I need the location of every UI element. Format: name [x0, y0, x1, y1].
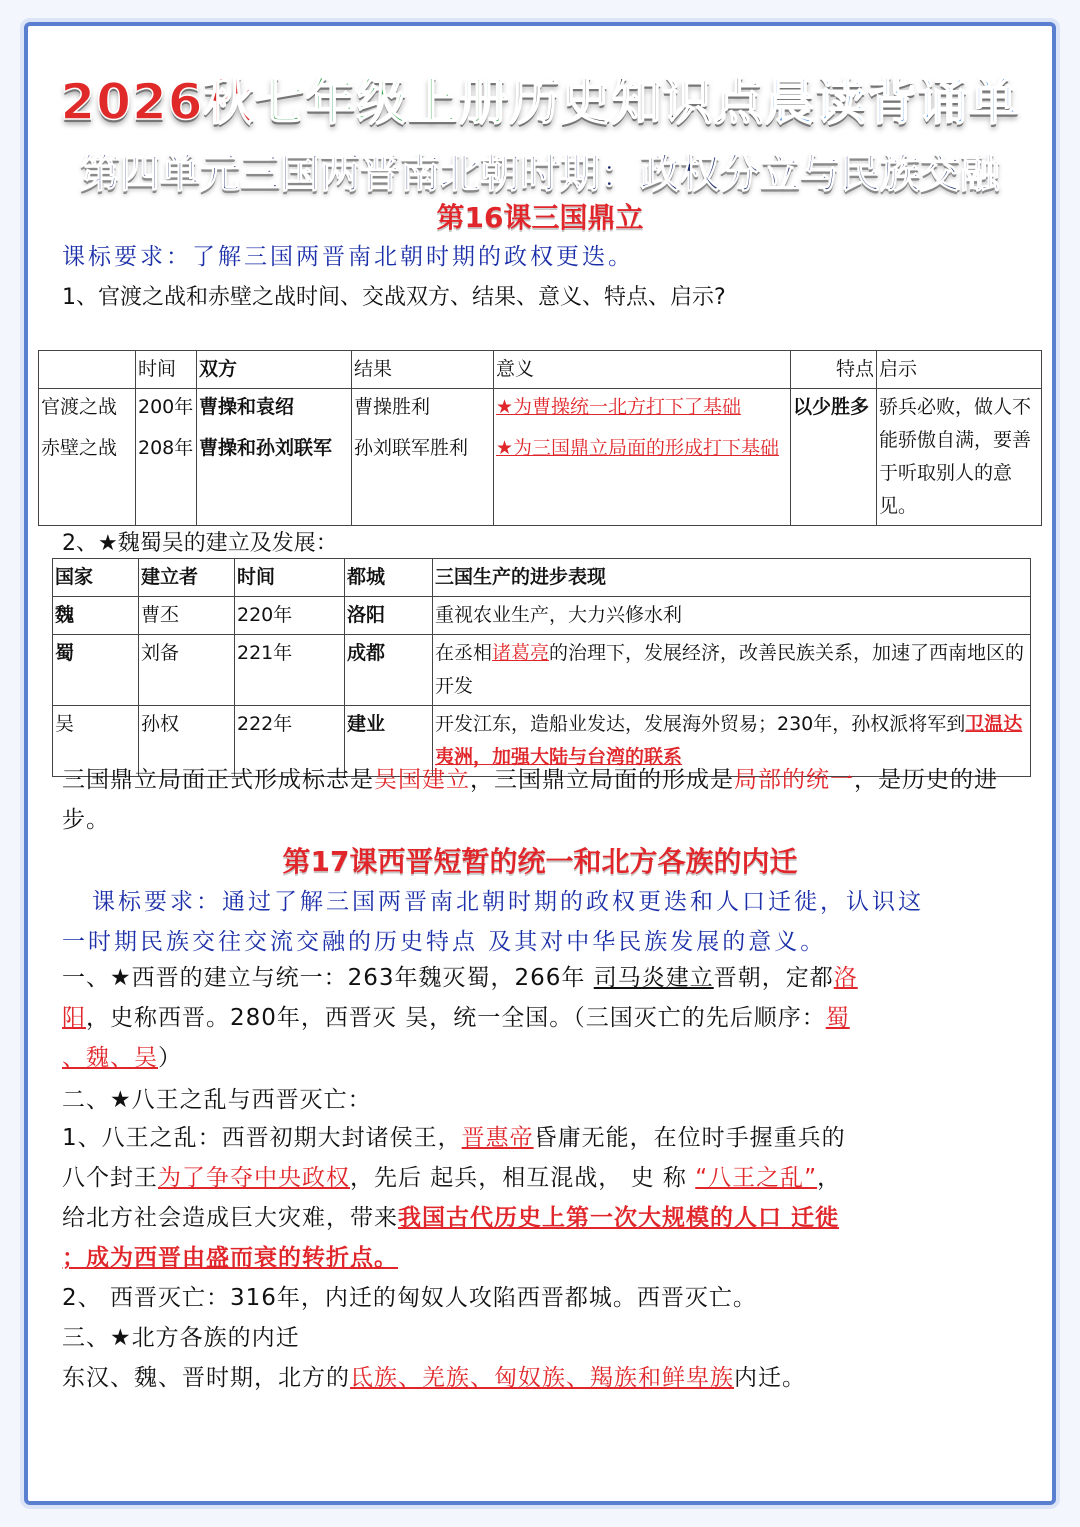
- section2-text: 昏庸无能，在位时手握重兵的: [533, 1125, 846, 1151]
- summary-highlight: 吴国建立: [374, 767, 470, 793]
- section1-highlight: 洛: [833, 965, 858, 991]
- section1-paragraph: [62, 958, 1027, 1078]
- table-row: [39, 389, 1042, 430]
- unit-title: 第四单元三国两晋南北朝时期：政权分立与民族交融: [80, 151, 1000, 197]
- section3-text: 内迁。: [734, 1365, 806, 1391]
- section1-text: ，史称西晋。280年，西晋灭 吴，统一全国。（三国灭亡的先后顺序：: [86, 1005, 826, 1031]
- battle-feature: 以少胜多: [791, 389, 877, 526]
- section2-highlight: 我国古代历史上第一次大规模的人口 迁徙: [398, 1205, 840, 1231]
- header-cell: 意义: [494, 351, 791, 389]
- battle-name: 赤壁之战: [39, 430, 136, 526]
- section3-text: 东汉、魏、晋时期，北方的: [62, 1365, 350, 1391]
- header-cell: 三国生产的进步表现: [433, 559, 1031, 597]
- section2-highlight: 晋惠帝: [461, 1125, 534, 1151]
- section2-text: ，: [817, 1165, 842, 1191]
- title-type: 晨读背诵单: [764, 73, 1020, 131]
- kingdom-capital: 成都: [345, 635, 433, 706]
- title-year: 2026秋: [60, 73, 255, 131]
- kingdom-capital: 洛阳: [345, 597, 433, 635]
- section1-underline: 司马炎建立: [593, 965, 714, 991]
- section2-highlight: 为了争夺中央政权: [158, 1165, 350, 1191]
- section2-text: 给北方社会造成巨大灾难，带来: [62, 1205, 398, 1231]
- kingdom-country: 吴: [53, 706, 139, 777]
- battle-lesson: 骄兵必败，做人不能骄傲自满，要善于听取别人的意见。: [877, 389, 1042, 526]
- kingdom-progress: [433, 635, 1031, 706]
- main-title: [0, 62, 1080, 134]
- battle-result: 孙刘联军胜利: [352, 430, 494, 526]
- progress-text: 在丞相: [435, 642, 493, 664]
- table-header-row: [53, 559, 1031, 597]
- battle-sides: 曹操和袁绍: [197, 389, 352, 430]
- summary-text: 三国鼎立局面正式形成标志是: [62, 767, 374, 793]
- battle-time: 200年: [136, 389, 197, 430]
- summary-text: ，三国鼎立局面的形成是: [470, 767, 734, 793]
- kingdom-founder: 刘备: [139, 635, 235, 706]
- header-cell: 双方: [197, 351, 352, 389]
- kingdom-time: 221年: [235, 635, 345, 706]
- summary-paragraph: [62, 760, 1022, 840]
- section2-text: 1、八王之乱：西晋初期大封诸侯王，: [62, 1125, 462, 1151]
- progress-text: 开发江东，造船业发达，发展海外贸易；230年，孙权派将军到: [435, 713, 966, 735]
- header-cell: 时间: [136, 351, 197, 389]
- header-cell: 国家: [53, 559, 139, 597]
- table-row: [53, 635, 1031, 706]
- section3-title: 三、★北方各族的内迁: [62, 1325, 300, 1351]
- header-cell: 时间: [235, 559, 345, 597]
- section2-text: 八个封王: [62, 1165, 158, 1191]
- section2-text: 2、 西晋灭亡：316年，内迁的匈奴人攻陷西晋都城。西晋灭亡。: [62, 1285, 757, 1311]
- section1-highlight: 阳: [62, 1005, 86, 1031]
- section3-highlight: 氐族、羌族、匈奴族、羯族和鲜卑族: [350, 1365, 734, 1391]
- kingdom-time: 222年: [235, 706, 345, 777]
- battle-result: 曹操胜利: [352, 389, 494, 430]
- progress-text: 的治理下，发展经济，改善民族关系，加速了西南地区的开发: [435, 642, 1025, 697]
- header-cell: 特点: [791, 351, 877, 389]
- question-2: 2、★魏蜀吴的建立及发展：: [62, 531, 338, 556]
- lesson17-requirement-line2: 一时期民族交往交流交融的历史特点 及其对中华民族发展的意义。: [62, 929, 827, 955]
- progress-highlight: 诸葛亮: [492, 642, 550, 664]
- header-cell: [39, 351, 136, 389]
- title-grade: 七年级上册: [254, 73, 510, 131]
- section2-highlight: ；成为西晋由盛而衰的转折点。: [62, 1245, 398, 1271]
- header-cell: 建立者: [139, 559, 235, 597]
- meaning-text: ★为曹操统一北方打下了基础: [496, 396, 742, 418]
- battle-name: 官渡之战: [39, 389, 136, 430]
- section2-title: 二、★八王之乱与西晋灭亡：: [62, 1087, 372, 1113]
- lesson17-requirement-line1: 课标要求：通过了解三国两晋南北朝时期的政权更迭和人口迁徙，认识这: [92, 889, 924, 915]
- section3-paragraph: [62, 1358, 1027, 1398]
- battle-meaning: [494, 430, 791, 526]
- question-1: 1、官渡之战和赤壁之战时间、交战双方、结果、意义、特点、启示?: [62, 285, 726, 310]
- section2-text: ，先后 起兵，相互混战， 史 称: [350, 1165, 696, 1191]
- section1-text: 晋朝，定都: [713, 965, 834, 991]
- summary-text: ，是历史的进步。: [62, 767, 998, 833]
- section1-text: ）: [158, 1045, 182, 1071]
- title-subject: 历史知识点: [509, 73, 765, 131]
- kingdom-founder: 曹丕: [139, 597, 235, 635]
- kingdom-progress: 重视农业生产，大力兴修水利: [433, 597, 1031, 635]
- header-cell: 都城: [345, 559, 433, 597]
- progress-highlight: 卫温达夷洲，加强大陆与台湾的联系: [435, 713, 1023, 768]
- kingdom-time: 220年: [235, 597, 345, 635]
- battle-sides: 曹操和孙刘联军: [197, 430, 352, 526]
- lesson16-title: 第16课三国鼎立: [436, 201, 644, 234]
- lesson16-requirement: 课标要求：了解三国两晋南北朝时期的政权更迭。: [62, 244, 634, 270]
- table-row: [53, 597, 1031, 635]
- meaning-text: ★为三国鼎立局面的形成打下基础: [496, 436, 780, 459]
- kingdom-country: 魏: [53, 597, 139, 635]
- battle-meaning: [494, 389, 791, 430]
- section1-text: 一、★西晋的建立与统一：263年魏灭蜀，266年: [62, 965, 594, 991]
- kingdom-capital: 建业: [345, 706, 433, 777]
- section2-paragraph: [62, 1118, 1027, 1318]
- lesson17-title: 第17课西晋短暂的统一和北方各族的内迁: [282, 845, 798, 878]
- battle-table: [38, 350, 1042, 526]
- table-header-row: [39, 351, 1042, 389]
- header-cell: 结果: [352, 351, 494, 389]
- kingdom-founder: 孙权: [139, 706, 235, 777]
- section1-highlight: 、魏、吴: [62, 1045, 158, 1071]
- battle-time: 208年: [136, 430, 197, 526]
- kingdom-country: 蜀: [53, 635, 139, 706]
- section1-highlight: 蜀: [825, 1005, 850, 1031]
- summary-highlight: 局部的统一: [734, 767, 854, 793]
- kingdom-table: [52, 558, 1031, 777]
- section2-highlight: “八王之乱”: [695, 1165, 818, 1191]
- header-cell: 启示: [877, 351, 1042, 389]
